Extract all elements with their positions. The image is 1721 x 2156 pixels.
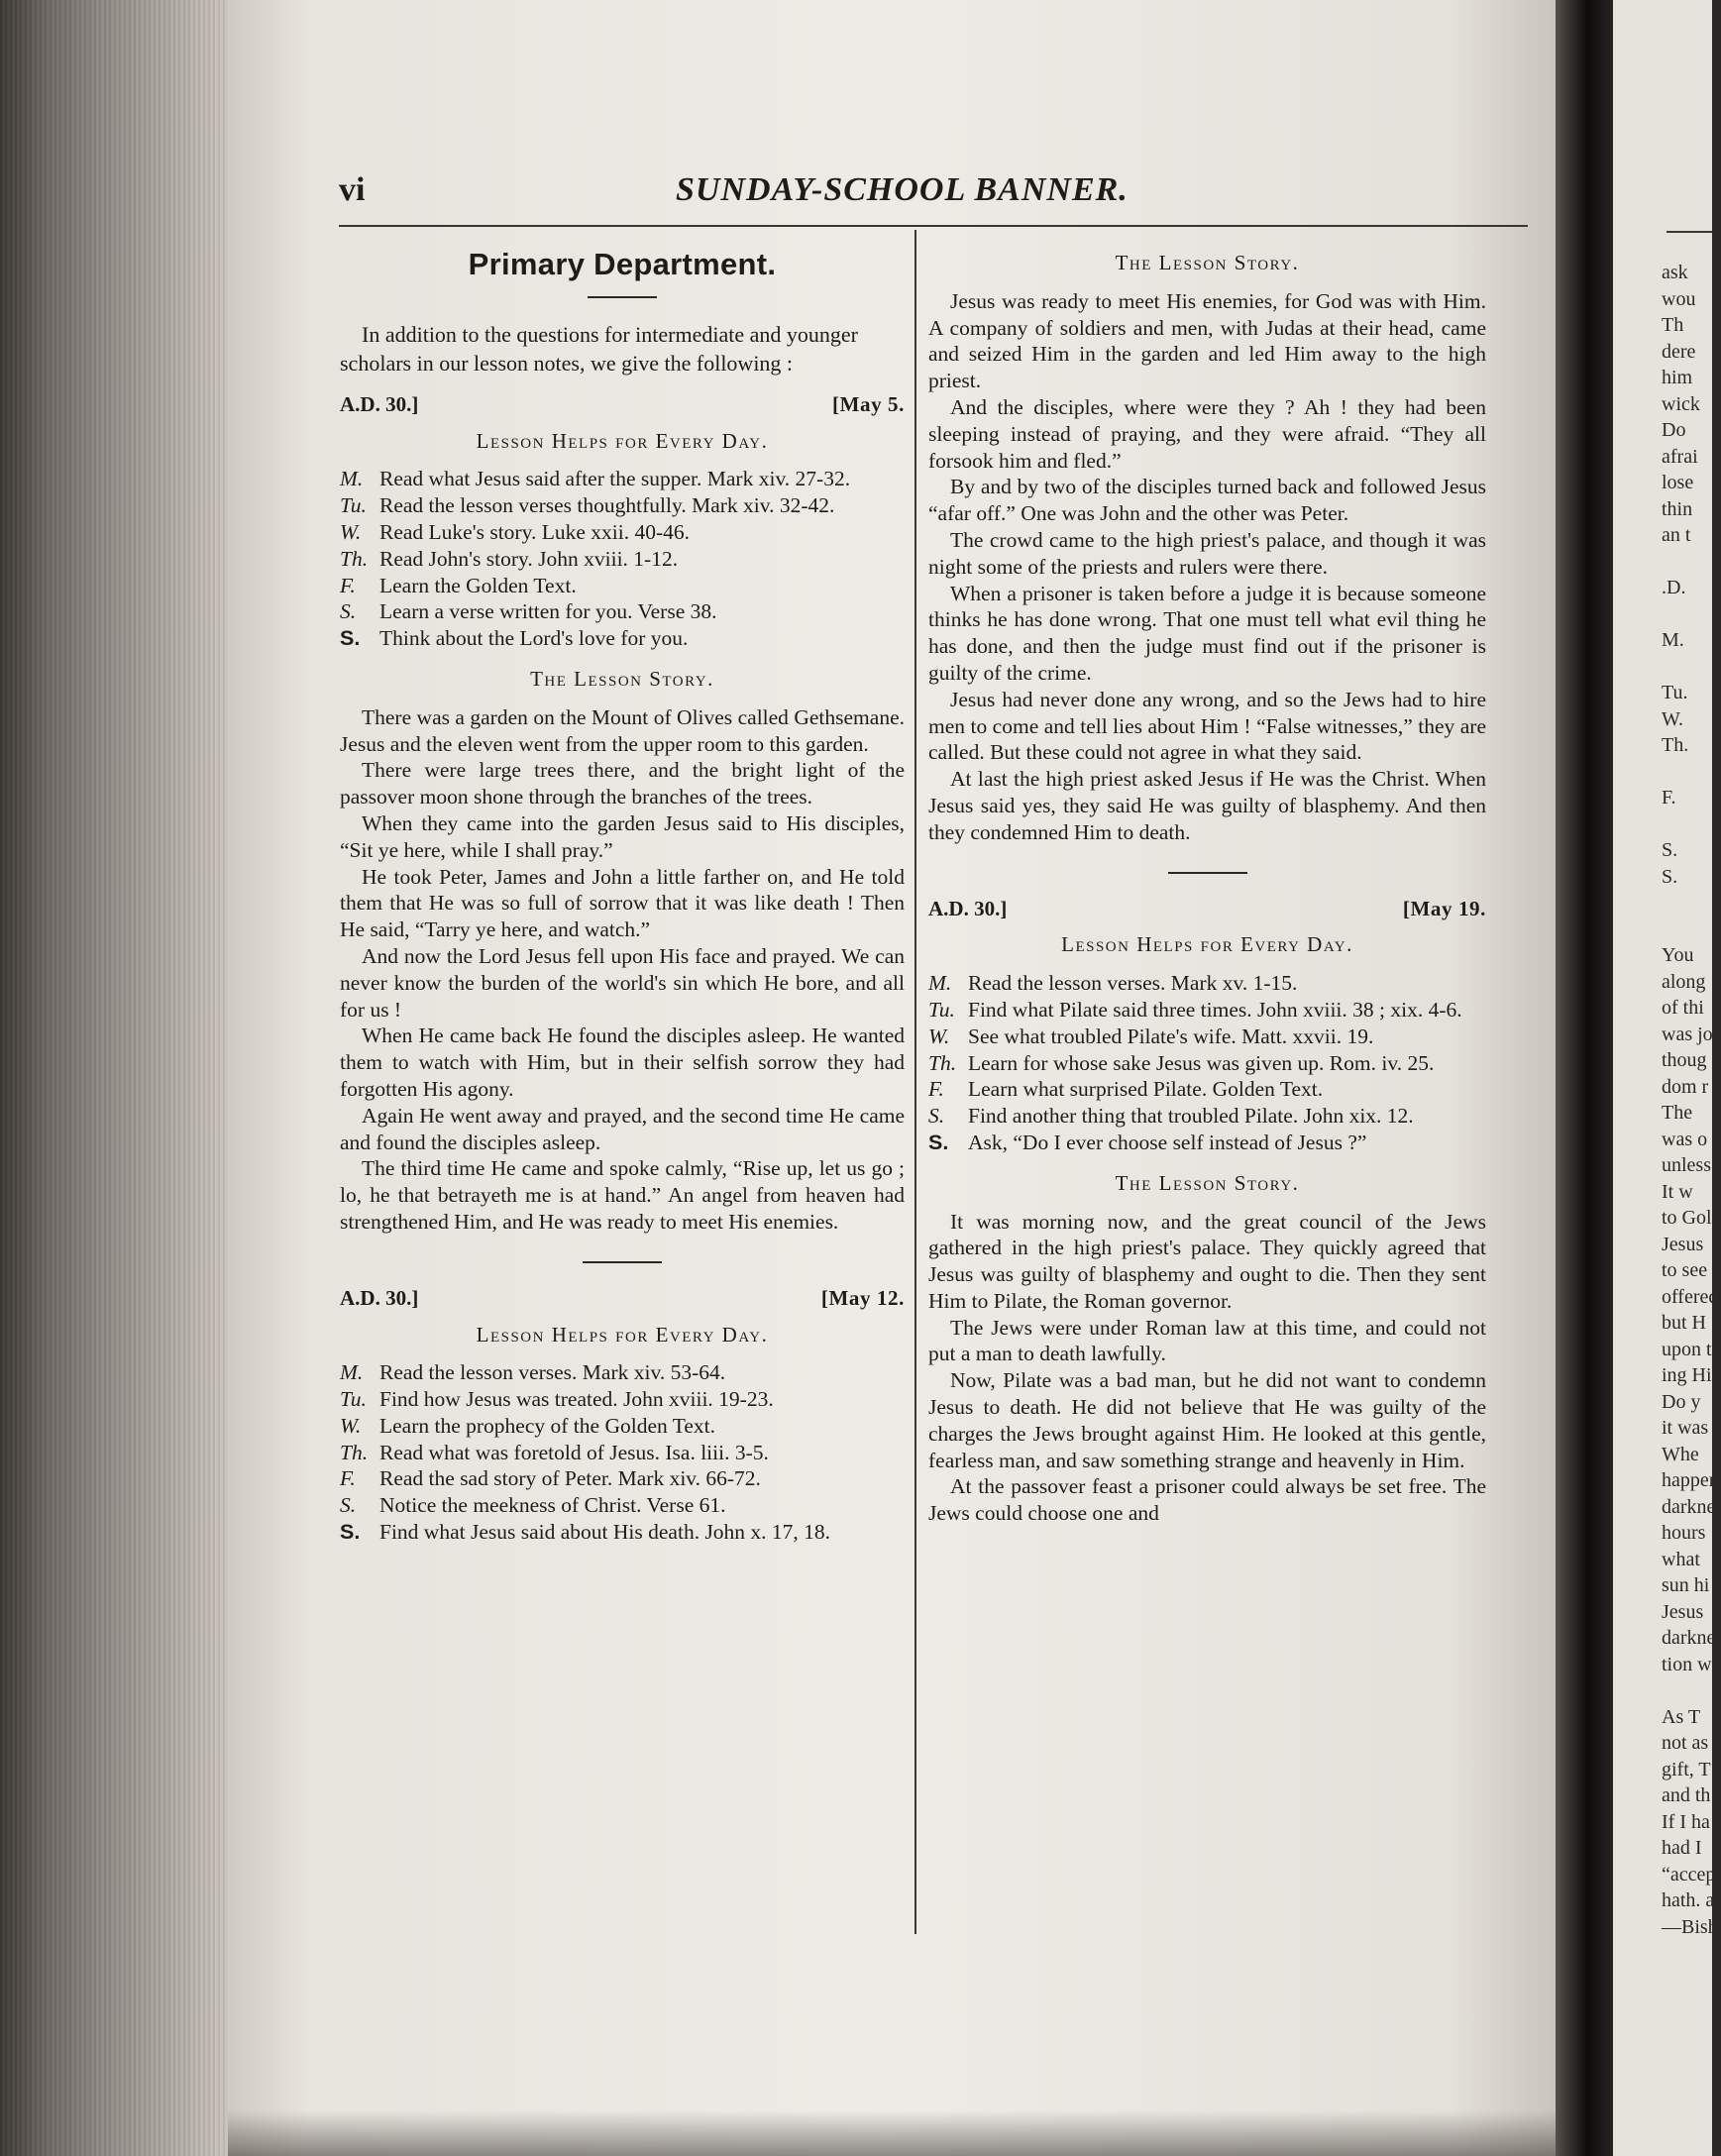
facing-page-fragment: him: [1662, 367, 1693, 388]
day-label: Th.: [340, 1440, 369, 1464]
daily-help-item: [340, 546, 905, 573]
lesson-meta-may5: [340, 391, 905, 418]
page-bottom-shadow: [228, 2110, 1556, 2156]
story-paragraph: When He came back He found the disciples asleep. He wanted them to watch with Him, but in their selfish sorrow they had forgotten His agony.: [340, 1024, 905, 1101]
facing-page-fragment: of thi: [1662, 997, 1704, 1019]
story-paragraph: There was a garden on the Mount of Olives called Gethsemane. Jesus and the eleven went from the upper room to this garden.: [340, 704, 905, 756]
day-label: W.: [340, 1413, 362, 1438]
left-column: [340, 246, 905, 1560]
daily-help-item: [928, 1076, 1486, 1103]
story-paragraph: And the disciples, where were they ? Ah ! they had been sleeping instead of praying, and they were afraid. “They all forsook him and fled.”: [928, 394, 1486, 473]
helps-heading: Lesson Helps for Every Day.: [1061, 932, 1353, 957]
daily-help-item: [340, 1413, 905, 1440]
facing-page-fragment: dere: [1662, 340, 1696, 363]
facing-page-fragment: thoug: [1662, 1049, 1707, 1071]
facing-page-fragment: lose: [1662, 472, 1694, 493]
facing-page-fragment: .D.: [1662, 577, 1686, 598]
day-reading: Find another thing that troubled Pilate. John xix. 12.: [968, 1104, 1414, 1129]
facing-page-fragment: upon t: [1662, 1338, 1712, 1360]
facing-page-fragment: Tu.: [1662, 682, 1688, 703]
day-label: F.: [340, 573, 356, 597]
facing-page-fragment: If I ha: [1662, 1810, 1710, 1833]
facing-page-fragment: ask: [1662, 262, 1688, 283]
story-paragraph: Jesus was ready to meet His enemies, for God was with Him. A company of soldiers and men, with Judas at their head, came and seized Him in the garden and led Him away to the high priest.: [928, 288, 1486, 393]
day-label: Th.: [928, 1050, 957, 1075]
lesson-story: [928, 288, 1486, 846]
facing-page-fragment: dom r: [1662, 1075, 1709, 1098]
day-reading: Ask, “Do I ever choose self instead of Jesus ?”: [968, 1130, 1367, 1154]
lesson-date: [May 5.: [831, 391, 905, 416]
lesson-year: A.D. 30.]: [928, 896, 1008, 920]
daily-help-item: [340, 598, 905, 625]
story-paragraph: Jesus had never done any wrong, and so the Jews had to hire men to come and tell lies about Him ! “False witnesses,” they are called. But these could not agree in what they said.: [928, 687, 1486, 765]
facing-page-fragment: hours: [1662, 1522, 1706, 1544]
story-paragraph: There were large trees there, and the bright light of the passover moon shone through the branches of the trees.: [340, 758, 905, 809]
facing-page-fragment: Th.: [1662, 734, 1689, 756]
facing-page-fragment: and th: [1662, 1784, 1711, 1806]
book-page-edges: [0, 0, 228, 2156]
day-reading: Read Luke's story. Luke xxii. 40-46.: [379, 519, 690, 544]
day-reading: Find what Jesus said about His death. John x. 17, 18.: [379, 1520, 831, 1545]
daily-help-item: [340, 492, 905, 519]
story-paragraph: Now, Pilate was a bad man, but he did not want to condemn Jesus to death. He did not believe that He was guilty of the charges the Jews brought against Him. He looked at this gentle, fearless man, and saw something strange and heavenly in Him.: [928, 1368, 1486, 1472]
day-reading: Think about the Lord's love for you.: [379, 626, 689, 651]
day-label: S.: [340, 599, 357, 624]
day-label: S.: [340, 1520, 361, 1545]
facing-page-fragment: —Bish: [1662, 1915, 1718, 1938]
story-paragraph: At last the high priest asked Jesus if He was the Christ. When Jesus said yes, they said He was guilty of blasphemy. And then they condemned Him to death.: [928, 767, 1486, 844]
day-label: F.: [928, 1077, 944, 1102]
title-rule: [588, 296, 657, 298]
daily-help-item: [340, 1519, 905, 1546]
facing-page-fragment: happen: [1662, 1469, 1719, 1491]
facing-page-fragment: was jo: [1662, 1023, 1713, 1045]
story-heading: The Lesson Story.: [1115, 251, 1300, 274]
story-paragraph: The third time He came and spoke calmly, “Rise up, let us go ; lo, he that betrayeth me is at hand.” An angel from heaven had strengthened Him, and He was ready to meet His enemies.: [340, 1156, 905, 1234]
day-reading: Find what Pilate said three times. John xviii. 38 ; xix. 4-6.: [968, 997, 1462, 1022]
daily-help-item: [340, 1465, 905, 1492]
helps-heading: Lesson Helps for Every Day.: [476, 428, 769, 453]
facing-page-fragment: unless: [1662, 1154, 1711, 1176]
facing-page-fragment: “accep: [1662, 1863, 1716, 1886]
day-reading: Read what Jesus said after the supper. Mark xiv. 27-32.: [379, 467, 851, 491]
day-label: M.: [340, 1360, 364, 1385]
facing-page-fragment: but H: [1662, 1312, 1706, 1334]
day-label: S.: [340, 626, 361, 651]
facing-page-fragment: S.: [1662, 865, 1678, 888]
day-label: S.: [928, 1104, 945, 1129]
daily-help-item: [928, 997, 1486, 1024]
day-label: F.: [340, 1466, 356, 1491]
daily-help-item: [340, 573, 905, 599]
day-reading: Read the lesson verses. Mark xv. 1-15.: [968, 971, 1298, 996]
facing-page-fragment: M.: [1662, 629, 1684, 651]
day-reading: Read what was foretold of Jesus. Isa. liii. 3-5.: [379, 1440, 769, 1464]
facing-page-fragment: not as: [1662, 1732, 1709, 1754]
facing-page-fragment: Jesus: [1662, 1233, 1704, 1255]
facing-page-fragment: Th: [1662, 314, 1684, 336]
facing-page-fragment: what: [1662, 1548, 1700, 1570]
facing-page-fragment: tion w: [1662, 1653, 1712, 1675]
facing-page-fragment: was o: [1662, 1128, 1708, 1150]
column-rule: [914, 230, 916, 1934]
day-reading: Learn a verse written for you. Verse 38.: [379, 599, 717, 624]
facing-page-fragment: S.: [1662, 839, 1678, 861]
helps-heading: Lesson Helps for Every Day.: [476, 1322, 769, 1347]
story-paragraph: The crowd came to the high priest's palace, and though it was night some of the priests and rulers were there.: [928, 527, 1486, 579]
facing-page-fragment: thin: [1662, 497, 1693, 520]
daily-help-item: [928, 1130, 1486, 1156]
lesson-year: A.D. 30.]: [340, 391, 419, 416]
day-label: Tu.: [340, 493, 367, 518]
story-paragraph: It was morning now, and the great council of the Jews gathered in the high priest's palace. They quickly agreed that Jesus was guilty of blasphemy and ought to die. Then they sent Him to Pilate, the Roman governor.: [928, 1209, 1486, 1313]
daily-help-item: [340, 1386, 905, 1413]
facing-page-fragment: sun hi: [1662, 1574, 1710, 1596]
day-reading: Notice the meekness of Christ. Verse 61.: [379, 1493, 726, 1518]
running-title: SUNDAY-SCHOOL BANNER.: [676, 171, 1129, 208]
lesson-meta-may12: [340, 1285, 905, 1312]
daily-help-item: [928, 1103, 1486, 1130]
story-paragraph: The Jews were under Roman law at this time, and could not put a man to death lawfully.: [928, 1315, 1486, 1366]
facing-page-fragment: wick: [1662, 392, 1700, 415]
running-header: [339, 163, 1131, 223]
day-reading: See what troubled Pilate's wife. Matt. xxvii. 19.: [968, 1024, 1374, 1048]
story-heading: The Lesson Story.: [530, 666, 714, 691]
day-label: S.: [340, 1493, 357, 1518]
facing-page-fragment: to see: [1662, 1259, 1708, 1281]
right-column: [928, 246, 1486, 1527]
section-rule: [1168, 872, 1247, 874]
day-reading: Read the sad story of Peter. Mark xiv. 66-72.: [379, 1466, 761, 1491]
story-paragraph: When they came into the garden Jesus said to His disciples, “Sit ye here, while I shall pray.”: [340, 810, 905, 862]
facing-page-fragment: hath. a: [1662, 1889, 1715, 1911]
daily-helps-list: [340, 466, 905, 652]
story-paragraph: When a prisoner is taken before a judge it is because someone thinks he has done wrong. That one must tell what evil thing he has done, and then the judge must find out if the prisoner is guilty of the crime.: [928, 581, 1486, 685]
story-paragraph: And now the Lord Jesus fell upon His face and prayed. We can never know the burden of the world's sin which He bore, and all for us !: [340, 943, 905, 1022]
facing-page-fragment: W.: [1662, 707, 1684, 730]
daily-help-item: [340, 466, 905, 492]
lesson-story: [340, 704, 905, 1236]
facing-page-fragment: darkne: [1662, 1627, 1716, 1649]
day-reading: Find how Jesus was treated. John xviii. 19-23.: [379, 1387, 774, 1412]
story-paragraph: By and by two of the disciples turned back and followed Jesus “afar off.” One was John and the other was Peter.: [928, 475, 1486, 526]
facing-page-fragment: F.: [1662, 787, 1676, 808]
daily-help-item: [340, 1492, 905, 1519]
department-title: Primary Department.: [468, 247, 777, 281]
day-reading: Learn for whose sake Jesus was given up. Rom. iv. 25.: [968, 1050, 1435, 1075]
facing-page-fragment: wou: [1662, 287, 1696, 310]
story-heading: The Lesson Story.: [1115, 1170, 1300, 1195]
daily-help-item: [928, 1050, 1486, 1077]
day-reading: Learn the Golden Text.: [379, 573, 577, 597]
day-label: M.: [928, 971, 952, 996]
day-label: Th.: [340, 546, 369, 571]
facing-page-fragment: Do y: [1662, 1390, 1701, 1413]
facing-page-fragment: The: [1662, 1102, 1693, 1124]
daily-help-item: [928, 1024, 1486, 1050]
facing-page-rule: [1667, 231, 1712, 233]
lesson-date: [May 19.: [1402, 896, 1486, 920]
lesson-date: [May 12.: [820, 1285, 905, 1310]
facing-page-fragment: Do: [1662, 419, 1686, 441]
day-label: Tu.: [340, 1387, 367, 1412]
facing-page-fragment: along: [1662, 970, 1706, 993]
lesson-meta-may19: [928, 896, 1486, 922]
facing-page-fragment: gift, T: [1662, 1758, 1711, 1780]
day-reading: Read the lesson verses. Mark xiv. 53-64.: [379, 1360, 726, 1385]
daily-help-item: [340, 1359, 905, 1386]
intro-paragraph: In addition to the questions for intermediate and younger scholars in our lesson notes, we give the following :: [340, 321, 858, 376]
daily-help-item: [928, 970, 1486, 997]
facing-page-fragment: it was: [1662, 1417, 1709, 1439]
day-label: M.: [340, 467, 364, 491]
facing-page-fragment: offered: [1662, 1285, 1719, 1308]
day-label: W.: [340, 519, 362, 544]
lesson-story: [928, 1209, 1486, 1528]
book-gutter: [1556, 0, 1613, 2156]
section-rule: [583, 1261, 662, 1263]
page-number: vi: [339, 171, 366, 208]
day-label: S.: [928, 1130, 949, 1154]
facing-page-fragment: an t: [1662, 524, 1691, 546]
facing-page-fragment: afrai: [1662, 445, 1698, 468]
story-paragraph: He took Peter, James and John a little farther on, and He told them that He was so full of sorrow that it was like death ! Then He said, “Tarry ye here, and watch.”: [340, 864, 905, 942]
story-paragraph: At the passover feast a prisoner could always be set free. The Jews could choose one and: [928, 1474, 1486, 1526]
daily-helps-list: [928, 970, 1486, 1156]
facing-page-fragment: As T: [1662, 1705, 1701, 1728]
day-reading: Read the lesson verses thoughtfully. Mark xiv. 32-42.: [379, 493, 835, 518]
day-reading: Read John's story. John xviii. 1-12.: [379, 546, 679, 571]
facing-page-fragment: ing Hi: [1662, 1364, 1712, 1386]
daily-help-item: [340, 1440, 905, 1466]
facing-page-fragment: had I: [1662, 1837, 1702, 1859]
lesson-year: A.D. 30.]: [340, 1285, 419, 1310]
daily-helps-list: [340, 1359, 905, 1546]
facing-page-fragment: darkne: [1662, 1495, 1716, 1518]
daily-help-item: [340, 519, 905, 546]
daily-help-item: [340, 625, 905, 652]
facing-page-fragment: to Gol: [1662, 1207, 1712, 1229]
day-label: W.: [928, 1024, 950, 1048]
day-reading: Learn the prophecy of the Golden Text.: [379, 1413, 715, 1438]
header-rule: [339, 225, 1528, 227]
facing-page-fragment: You: [1662, 944, 1694, 966]
day-reading: Learn what surprised Pilate. Golden Text.: [968, 1077, 1324, 1102]
story-paragraph: Again He went away and prayed, and the second time He came and found the disciples asleep.: [340, 1103, 905, 1154]
facing-page-fragment: Whe: [1662, 1443, 1699, 1465]
facing-page-fragment: It w: [1662, 1180, 1693, 1203]
facing-page-fragment: Jesus: [1662, 1600, 1704, 1623]
day-label: Tu.: [928, 997, 955, 1022]
